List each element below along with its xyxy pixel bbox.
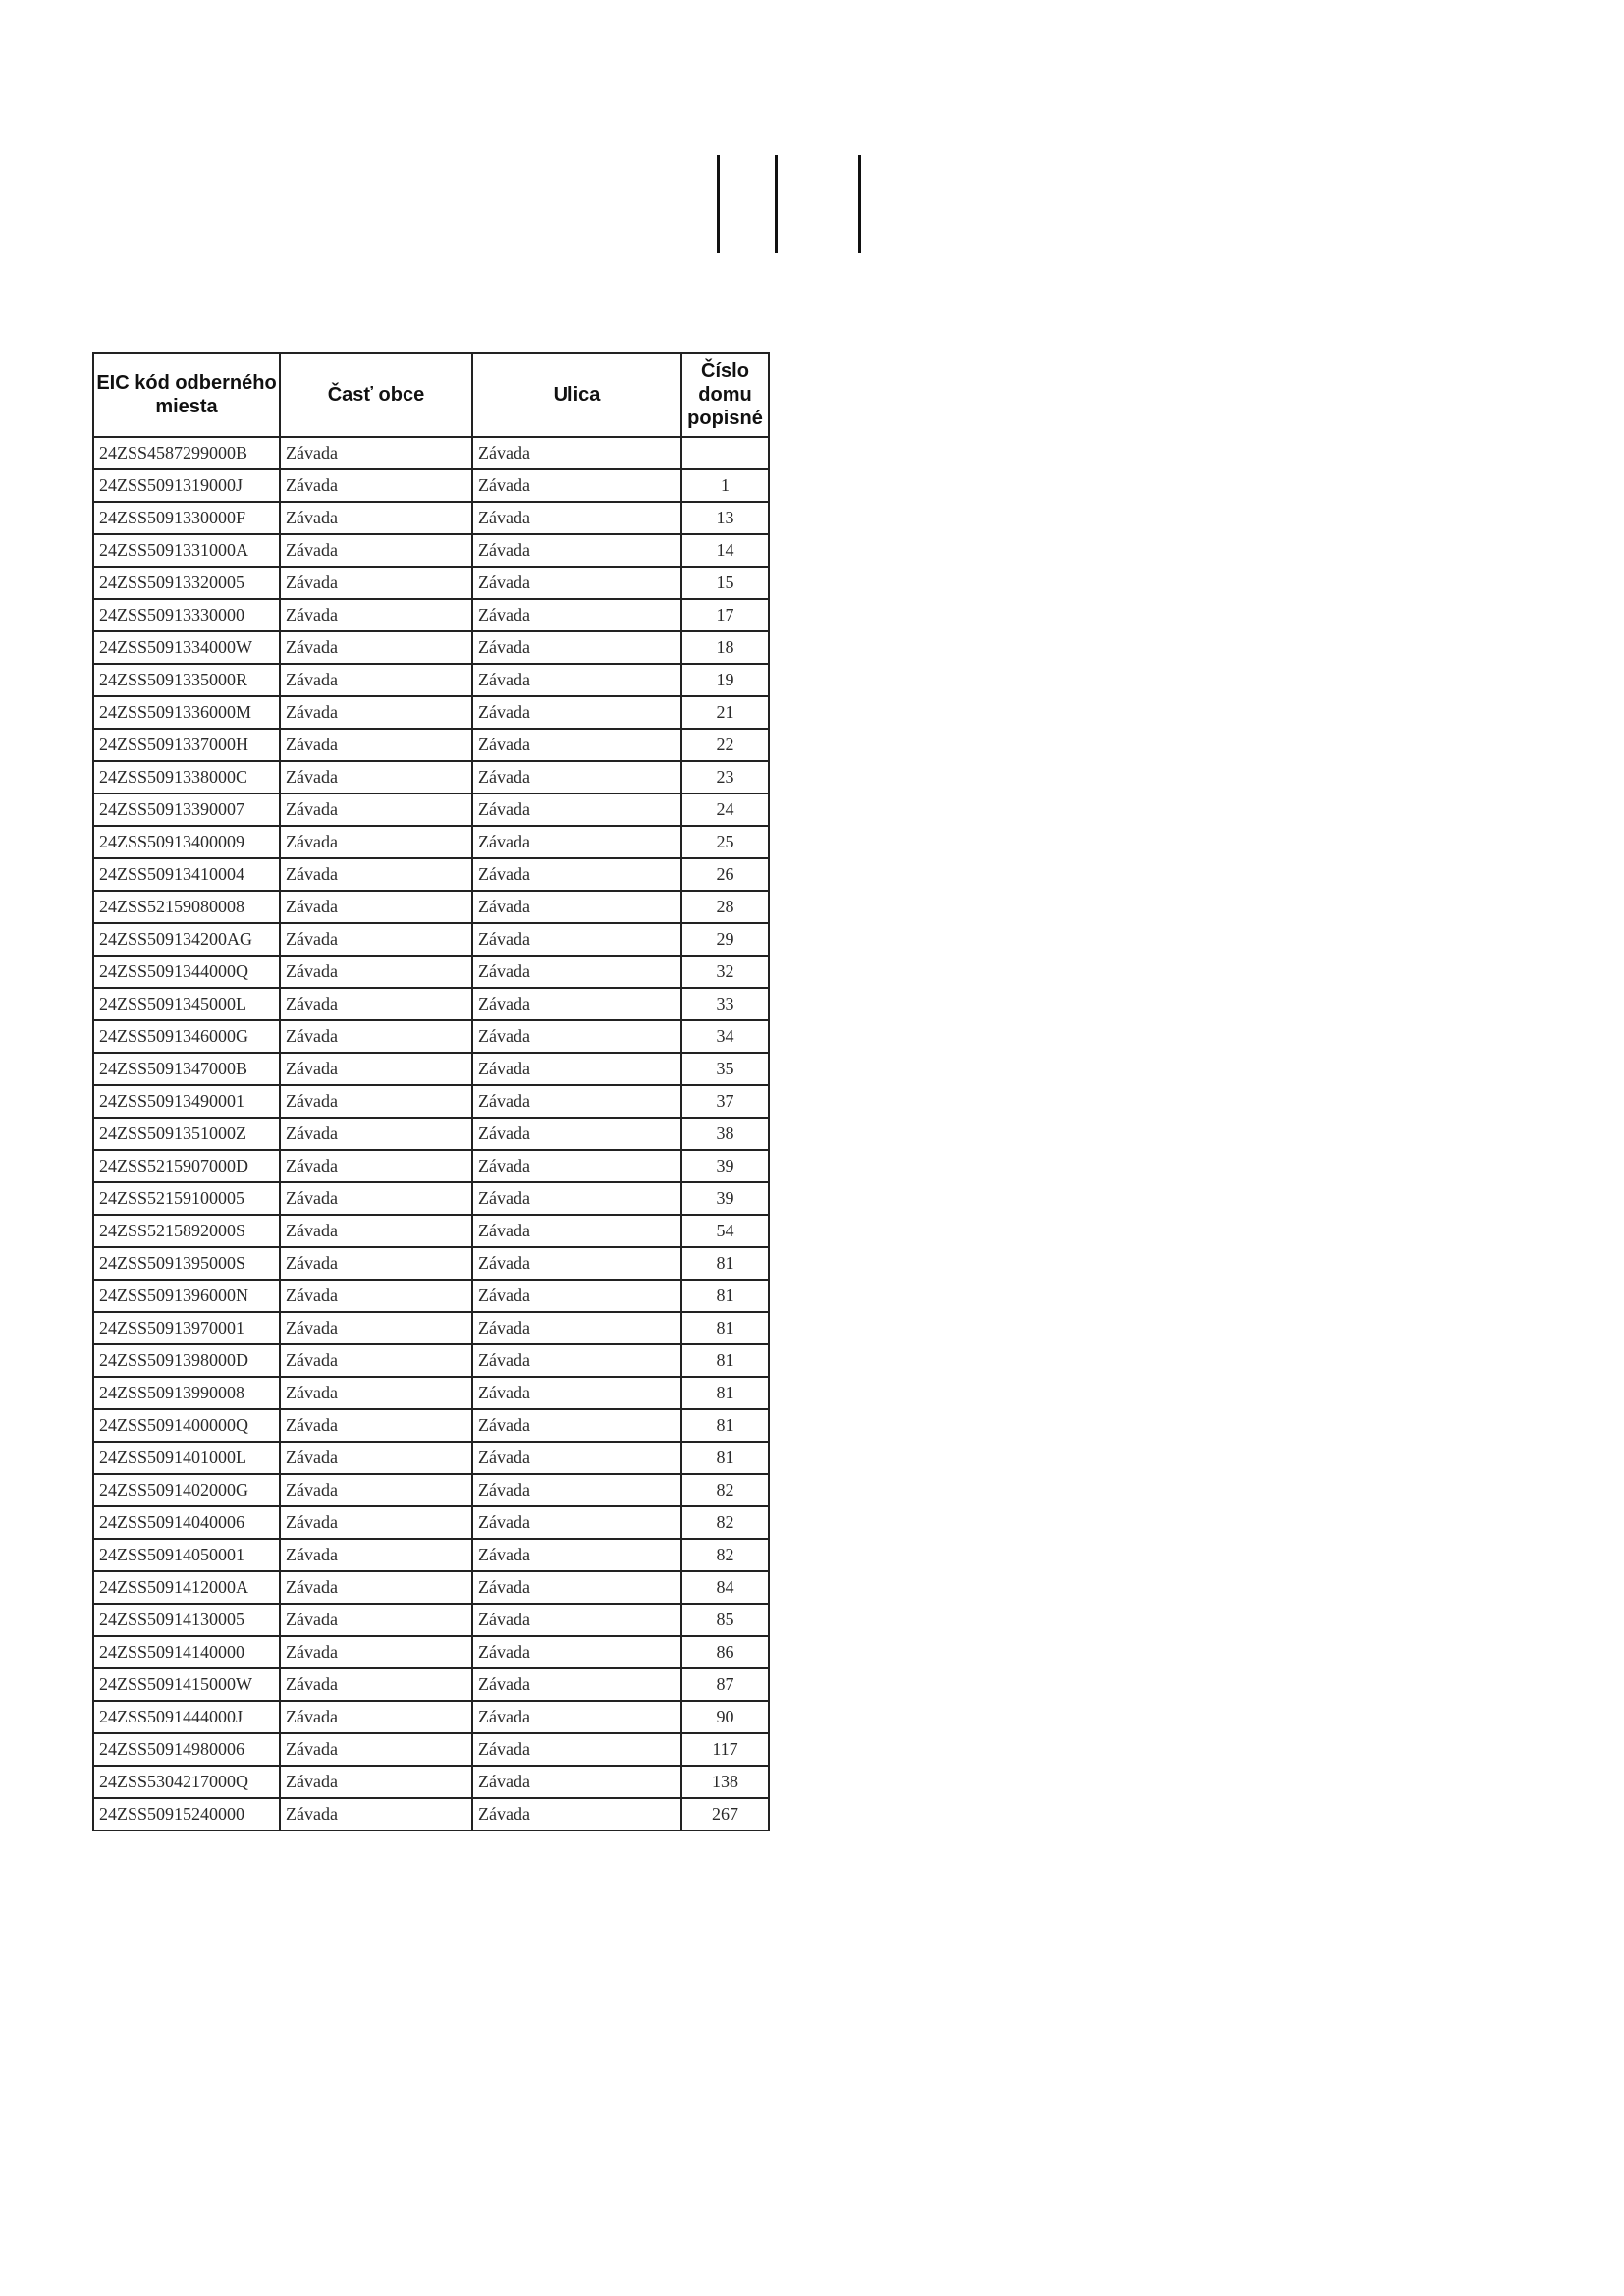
eic-code-cell: 24ZSS50913400009 [93, 826, 280, 858]
eic-code-cell: 24ZSS5304217000Q [93, 1766, 280, 1798]
eic-code-cell: 24ZSS5091335000R [93, 664, 280, 696]
house-number-cell: 13 [681, 502, 769, 534]
eic-code-cell: 24ZSS50914050001 [93, 1539, 280, 1571]
header-house-number: Číslo domu popisné [681, 353, 769, 437]
house-number-cell: 23 [681, 761, 769, 793]
eic-code-cell: 24ZSS5091334000W [93, 631, 280, 664]
table-body [93, 437, 769, 1831]
table-row [93, 534, 769, 567]
part-of-municipality-cell: Závada [280, 923, 472, 956]
house-number-cell: 86 [681, 1636, 769, 1668]
barcode-bar [858, 155, 861, 253]
eic-code-cell: 24ZSS50913320005 [93, 567, 280, 599]
table-row [93, 1636, 769, 1668]
eic-code-cell: 24ZSS5091337000H [93, 729, 280, 761]
house-number-cell: 81 [681, 1247, 769, 1280]
part-of-municipality-cell: Závada [280, 1766, 472, 1798]
part-of-municipality-cell: Závada [280, 1506, 472, 1539]
table-row [93, 858, 769, 891]
part-of-municipality-cell: Závada [280, 1571, 472, 1604]
street-cell: Závada [472, 664, 681, 696]
table-header-row [93, 353, 769, 437]
street-cell: Závada [472, 1053, 681, 1085]
part-of-municipality-cell: Závada [280, 1312, 472, 1344]
part-of-municipality-cell: Závada [280, 729, 472, 761]
table-row [93, 469, 769, 502]
table-row [93, 793, 769, 826]
eic-code-cell: 24ZSS5091402000G [93, 1474, 280, 1506]
part-of-municipality-cell: Závada [280, 1377, 472, 1409]
part-of-municipality-cell: Závada [280, 469, 472, 502]
table-row [93, 1118, 769, 1150]
street-cell: Závada [472, 1766, 681, 1798]
house-number-cell: 33 [681, 988, 769, 1020]
street-cell: Závada [472, 1733, 681, 1766]
table-row [93, 437, 769, 469]
eic-code-cell: 24ZSS5091395000S [93, 1247, 280, 1280]
eic-code-cell: 24ZSS5091345000L [93, 988, 280, 1020]
part-of-municipality-cell: Závada [280, 1798, 472, 1831]
table-row [93, 761, 769, 793]
house-number-cell: 18 [681, 631, 769, 664]
eic-code-cell: 24ZSS50915240000 [93, 1798, 280, 1831]
eic-code-cell: 24ZSS50913390007 [93, 793, 280, 826]
table-row [93, 1474, 769, 1506]
house-number-cell: 39 [681, 1182, 769, 1215]
house-number-cell: 81 [681, 1344, 769, 1377]
house-number-cell: 81 [681, 1377, 769, 1409]
street-cell: Závada [472, 1636, 681, 1668]
part-of-municipality-cell: Závada [280, 1215, 472, 1247]
street-cell: Závada [472, 1474, 681, 1506]
street-cell: Závada [472, 956, 681, 988]
street-cell: Závada [472, 1571, 681, 1604]
house-number-cell: 37 [681, 1085, 769, 1118]
part-of-municipality-cell: Závada [280, 502, 472, 534]
table-row [93, 1409, 769, 1442]
eic-code-cell: 24ZSS50914040006 [93, 1506, 280, 1539]
part-of-municipality-cell: Závada [280, 988, 472, 1020]
table-row [93, 923, 769, 956]
part-of-municipality-cell: Závada [280, 1020, 472, 1053]
part-of-municipality-cell: Závada [280, 956, 472, 988]
house-number-cell: 81 [681, 1409, 769, 1442]
eic-code-cell: 24ZSS5091331000A [93, 534, 280, 567]
eic-code-cell: 24ZSS5091346000G [93, 1020, 280, 1053]
table-row [93, 1150, 769, 1182]
street-cell: Závada [472, 469, 681, 502]
house-number-cell: 1 [681, 469, 769, 502]
eic-code-cell: 24ZSS50913410004 [93, 858, 280, 891]
house-number-cell: 84 [681, 1571, 769, 1604]
street-cell: Závada [472, 696, 681, 729]
table-row [93, 1506, 769, 1539]
eic-code-cell: 24ZSS509134200AG [93, 923, 280, 956]
house-number-cell: 267 [681, 1798, 769, 1831]
eic-table [92, 352, 770, 1831]
table-row [93, 1604, 769, 1636]
street-cell: Závada [472, 1344, 681, 1377]
table-row [93, 1442, 769, 1474]
part-of-municipality-cell: Závada [280, 534, 472, 567]
house-number-cell: 35 [681, 1053, 769, 1085]
house-number-cell: 38 [681, 1118, 769, 1150]
street-cell: Závada [472, 858, 681, 891]
table-row [93, 1247, 769, 1280]
house-number-cell: 82 [681, 1539, 769, 1571]
house-number-cell: 17 [681, 599, 769, 631]
eic-code-cell: 24ZSS5215907000D [93, 1150, 280, 1182]
part-of-municipality-cell: Závada [280, 1182, 472, 1215]
street-cell: Závada [472, 437, 681, 469]
part-of-municipality-cell: Závada [280, 1150, 472, 1182]
part-of-municipality-cell: Závada [280, 1701, 472, 1733]
house-number-cell: 82 [681, 1506, 769, 1539]
part-of-municipality-cell: Závada [280, 1442, 472, 1474]
house-number-cell: 22 [681, 729, 769, 761]
table-row [93, 1312, 769, 1344]
part-of-municipality-cell: Závada [280, 1247, 472, 1280]
eic-code-cell: 24ZSS5091398000D [93, 1344, 280, 1377]
table-row [93, 1053, 769, 1085]
part-of-municipality-cell: Závada [280, 1668, 472, 1701]
house-number-cell: 117 [681, 1733, 769, 1766]
eic-code-cell: 24ZSS50913330000 [93, 599, 280, 631]
street-cell: Závada [472, 1539, 681, 1571]
street-cell: Závada [472, 826, 681, 858]
barcode-marks [687, 155, 884, 253]
eic-code-cell: 24ZSS50913970001 [93, 1312, 280, 1344]
eic-code-cell: 24ZSS5091344000Q [93, 956, 280, 988]
eic-code-cell: 24ZSS50913990008 [93, 1377, 280, 1409]
street-cell: Závada [472, 988, 681, 1020]
house-number-cell: 85 [681, 1604, 769, 1636]
street-cell: Závada [472, 502, 681, 534]
eic-code-cell: 24ZSS52159080008 [93, 891, 280, 923]
street-cell: Závada [472, 1668, 681, 1701]
table-row [93, 1571, 769, 1604]
part-of-municipality-cell: Závada [280, 631, 472, 664]
street-cell: Závada [472, 567, 681, 599]
house-number-cell: 34 [681, 1020, 769, 1053]
table-row [93, 1766, 769, 1798]
barcode-bar [775, 155, 778, 253]
street-cell: Závada [472, 1280, 681, 1312]
house-number-cell: 87 [681, 1668, 769, 1701]
header-street: Ulica [472, 353, 681, 437]
table-row [93, 599, 769, 631]
table-row [93, 1377, 769, 1409]
house-number-cell: 28 [681, 891, 769, 923]
eic-code-cell: 24ZSS5091401000L [93, 1442, 280, 1474]
part-of-municipality-cell: Závada [280, 1409, 472, 1442]
table-row [93, 696, 769, 729]
table-row [93, 1020, 769, 1053]
part-of-municipality-cell: Závada [280, 1604, 472, 1636]
house-number-cell: 138 [681, 1766, 769, 1798]
eic-code-cell: 24ZSS5091338000C [93, 761, 280, 793]
street-cell: Závada [472, 793, 681, 826]
street-cell: Závada [472, 631, 681, 664]
part-of-municipality-cell: Závada [280, 826, 472, 858]
house-number-cell: 15 [681, 567, 769, 599]
house-number-cell: 24 [681, 793, 769, 826]
street-cell: Závada [472, 1377, 681, 1409]
part-of-municipality-cell: Závada [280, 1636, 472, 1668]
street-cell: Závada [472, 1442, 681, 1474]
table-row [93, 1344, 769, 1377]
house-number-cell: 81 [681, 1280, 769, 1312]
house-number-cell: 14 [681, 534, 769, 567]
part-of-municipality-cell: Závada [280, 437, 472, 469]
part-of-municipality-cell: Závada [280, 1118, 472, 1150]
street-cell: Závada [472, 1020, 681, 1053]
house-number-cell: 26 [681, 858, 769, 891]
eic-code-cell: 24ZSS5091319000J [93, 469, 280, 502]
eic-code-cell: 24ZSS5091347000B [93, 1053, 280, 1085]
house-number-cell [681, 437, 769, 469]
eic-code-cell: 24ZSS50914130005 [93, 1604, 280, 1636]
table-row [93, 1280, 769, 1312]
part-of-municipality-cell: Závada [280, 1344, 472, 1377]
street-cell: Závada [472, 1085, 681, 1118]
street-cell: Závada [472, 1247, 681, 1280]
eic-code-cell: 24ZSS5091336000M [93, 696, 280, 729]
street-cell: Závada [472, 1182, 681, 1215]
street-cell: Závada [472, 1215, 681, 1247]
header-eic-code: EIC kód odberného miesta [93, 353, 280, 437]
eic-code-cell: 24ZSS5091400000Q [93, 1409, 280, 1442]
street-cell: Závada [472, 1150, 681, 1182]
table-row [93, 891, 769, 923]
table-row [93, 988, 769, 1020]
street-cell: Závada [472, 1312, 681, 1344]
part-of-municipality-cell: Závada [280, 567, 472, 599]
part-of-municipality-cell: Závada [280, 696, 472, 729]
house-number-cell: 32 [681, 956, 769, 988]
part-of-municipality-cell: Závada [280, 1280, 472, 1312]
table-row [93, 1798, 769, 1831]
part-of-municipality-cell: Závada [280, 1733, 472, 1766]
part-of-municipality-cell: Závada [280, 858, 472, 891]
street-cell: Závada [472, 923, 681, 956]
table-row [93, 1215, 769, 1247]
table-row [93, 631, 769, 664]
table-row [93, 1085, 769, 1118]
street-cell: Závada [472, 1798, 681, 1831]
house-number-cell: 81 [681, 1312, 769, 1344]
table-row [93, 1182, 769, 1215]
house-number-cell: 21 [681, 696, 769, 729]
house-number-cell: 39 [681, 1150, 769, 1182]
eic-code-cell: 24ZSS5091444000J [93, 1701, 280, 1733]
table-row [93, 502, 769, 534]
table-row [93, 1539, 769, 1571]
part-of-municipality-cell: Závada [280, 761, 472, 793]
eic-code-cell: 24ZSS5091415000W [93, 1668, 280, 1701]
street-cell: Závada [472, 599, 681, 631]
eic-code-cell: 24ZSS5091330000F [93, 502, 280, 534]
eic-code-cell: 24ZSS50913490001 [93, 1085, 280, 1118]
table-row [93, 826, 769, 858]
street-cell: Závada [472, 891, 681, 923]
street-cell: Závada [472, 761, 681, 793]
street-cell: Závada [472, 1118, 681, 1150]
part-of-municipality-cell: Závada [280, 891, 472, 923]
street-cell: Závada [472, 1409, 681, 1442]
house-number-cell: 25 [681, 826, 769, 858]
table-row [93, 956, 769, 988]
eic-code-cell: 24ZSS5091351000Z [93, 1118, 280, 1150]
house-number-cell: 90 [681, 1701, 769, 1733]
eic-code-cell: 24ZSS5215892000S [93, 1215, 280, 1247]
street-cell: Závada [472, 534, 681, 567]
house-number-cell: 82 [681, 1474, 769, 1506]
street-cell: Závada [472, 1604, 681, 1636]
street-cell: Závada [472, 1506, 681, 1539]
table-row [93, 1668, 769, 1701]
street-cell: Závada [472, 1701, 681, 1733]
street-cell: Závada [472, 729, 681, 761]
table-row [93, 729, 769, 761]
house-number-cell: 81 [681, 1442, 769, 1474]
house-number-cell: 29 [681, 923, 769, 956]
part-of-municipality-cell: Závada [280, 793, 472, 826]
table-row [93, 1701, 769, 1733]
part-of-municipality-cell: Závada [280, 1474, 472, 1506]
eic-code-cell: 24ZSS4587299000B [93, 437, 280, 469]
house-number-cell: 54 [681, 1215, 769, 1247]
eic-code-cell: 24ZSS5091412000A [93, 1571, 280, 1604]
eic-code-cell: 24ZSS52159100005 [93, 1182, 280, 1215]
part-of-municipality-cell: Závada [280, 1085, 472, 1118]
part-of-municipality-cell: Závada [280, 664, 472, 696]
header-part-of-municipality: Časť obce [280, 353, 472, 437]
barcode-bar [717, 155, 720, 253]
table-row [93, 1733, 769, 1766]
eic-code-cell: 24ZSS5091396000N [93, 1280, 280, 1312]
table-row [93, 664, 769, 696]
eic-code-cell: 24ZSS50914140000 [93, 1636, 280, 1668]
part-of-municipality-cell: Závada [280, 1053, 472, 1085]
part-of-municipality-cell: Závada [280, 599, 472, 631]
eic-code-cell: 24ZSS50914980006 [93, 1733, 280, 1766]
part-of-municipality-cell: Závada [280, 1539, 472, 1571]
table-row [93, 567, 769, 599]
house-number-cell: 19 [681, 664, 769, 696]
